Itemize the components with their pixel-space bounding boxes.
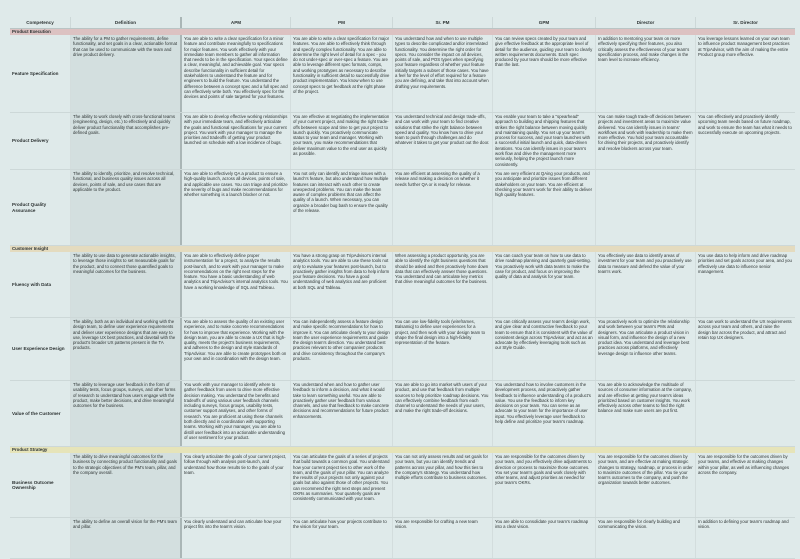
level-cell-gpm: You can review specs created by your team and give effective feedback at the appropriate level of detail for the audience, guiding your team to clearly written requirements documents. Each spec produced by your team should be more effective than the last. <box>492 35 595 112</box>
level-cell-pm: You are effective at negotiating the implementation of your current project, and making the right trade-offs between scope and time to get your project to launch quickly. You proactively communicate status to your team and manager. Working with your team, you make recommendations that deliver maximum value to the end user as quickly as possible. <box>290 113 392 169</box>
competency-label: Product Quality Assurance <box>12 202 47 213</box>
level-cell-sr-pm: You understand technical and design trade-offs, and can work with your team to find creative solutions that strike the right balance between speed and quality. You know how to drive your team to push through challenges and do whatever it takes to get your product out the door. <box>392 113 492 169</box>
level-cell-sr-pm: You can use low-fidelity tools (wireframes, Balsamiq) to define user experiences for a project, and then work with your design team to shape the final design into a high-fidelity representation of the feature. <box>392 318 492 380</box>
competency-label: User Experience Design <box>12 346 65 352</box>
column-header-apm[interactable]: APM <box>180 17 290 28</box>
level-cell-sr-pm: You understand how and when to use multiple types to describe complicated and/or interrelated functionality. You determine the right order for specs. You consider the impact on all devices, points of sale, and POS types when specifying your feature regardless of whether your feature initially targets a subset of those cases. You have a feel for the level of effort required for a feature you are defining, and take that into account when drafting your requirements. <box>392 35 492 112</box>
level-cell-apm: You clearly understand and can articulate how your project fits into the team's vision. <box>180 518 290 558</box>
level-cell-director: In addition to mentoring your team on more effectively specifying their features, you also critically assess the effectiveness of your team's specification process, and make changes in the team level to increase efficiency. <box>595 35 695 112</box>
level-cell-pm: You have a strong grasp on TripAdvisor's internal analytics tools. You are able to use these tools not only to evaluate your features post-launch, but to proactively gather insights from data to help inform your feature decisions. You have a good understanding of web analytics and are proficient at both SQL and Tableau. <box>290 252 392 317</box>
level-cell-sr-director: You can work to understand the UX requirements across your team and others, and raise the design bar across the product, and attract and retain top UX designers. <box>695 318 795 380</box>
level-cell-gpm: You understand how to involve customers in the development process, and proactively gather feedback to influence understanding of a product's value. You use the feedback to inform key decisions on your team. You can serve as an advocate to your team for the importance of user input. You effectively leverage user feedback to help define and prioritize your team's roadmap. <box>492 381 595 446</box>
definition-cell: The ability, both as an individual and working with the design team, to define user experience requirements and deliver user experience designs that are easy to use, leverage UX best practices, and dovetail with the product's broader UX patterns present in the TA products. <box>70 318 180 380</box>
column-header-sr-director[interactable]: Sr. Director <box>695 17 795 28</box>
competency-label: Product Delivery <box>12 138 49 144</box>
level-cell-sr-director <box>695 381 795 446</box>
competency-label: Value of the Customer <box>12 410 61 416</box>
level-cell-sr-director: You leverage lessons learned on your own team to influence product management best practices at TripAdvisor, with the aim of making the entire Product group more effective. <box>695 35 795 112</box>
level-cell-director: You effectively use data to identify areas of investment for your team and you proactively use data to measure and defend the value of your team's work. <box>595 252 695 317</box>
column-header-pm[interactable]: PM <box>290 17 392 28</box>
level-cell-sr-pm: When assessing a product opportunity, you are able to identify the right business questions that should be asked and then proactively hone down data that can effectively answer those questions. You understand and can articulate key metrics that drive meaningful outcomes for the business. <box>392 252 492 317</box>
level-cell-gpm: You enable your team to take a "spearhead" approach to building and shipping features that strikes the right balance between moving quickly and maintaining quality. You set up your team's process for success, and your team launches with a successful initial launch and quick, data-driven iterations. You can identify issues in your team's work flow and drive the management more seriously, helping the project launch more consistently. <box>492 113 595 169</box>
table-row <box>10 35 795 113</box>
competency-label: Business Outcome Ownership <box>12 479 54 490</box>
level-cell-director: You are responsible for clearly building and communicating the vision. <box>595 518 695 558</box>
level-cell-apm: You work with your manager to identify where to gather feedback from users to drive more effective decision making. You understand the benefits and tradeoffs of using various user feedback channels including surveys, focus groups, usability tests, customer support analyses, and other forms of research. You are proficient at using these channels both directly and in coordination with supporting teams. Working with your manager, you are able to distill user feedback into an actionable understanding of user sentiment for your product. <box>180 381 290 446</box>
level-cell-pm: You can independently assess a feature design and make specific recommendations for how to improve it. You can articulate clearly to your design team the user experience requirements and guide the design team's direction. You understand best practices relevant to other companies' products and drive consistency throughout the company's products. <box>290 318 392 380</box>
table-row <box>10 113 795 170</box>
level-cell-apm: You are able to effectively define proper instrumentation for a project, to analyze the results post-launch, and to work with your manager to make recommendations on the right next steps for the feature. You have a basic understanding of web analytics and TripAdvisor's internal analytics tools. You have a working knowledge of SQL and Tableau. <box>180 252 290 317</box>
level-cell-director: You are responsible for the outcomes driven by your team, and are effective at making strategic changes to strategy, roadmap, or process in order to maximize outcomes of the pillar. You tie your team's outcomes to the company, and push the organization towards better outcomes. <box>595 453 695 517</box>
level-cell-apm: You are able to assess the quality of an existing user experience, and to make concrete recommendations for how to improve that experience. Working with the design team, you are able to create a UX that is high-quality, meets the project's business requirements, and adheres to the design and style standards of TripAdvisor. You are able to create prototypes both on your own and in coordination with the design team. <box>180 318 290 380</box>
level-cell-gpm: You are responsible for the outcomes driven by your team, and you effectively drive adjustments to direction or process to maximize those outcomes. You set your team's goals and work closely with other teams, and adjust priorities as needed for your team's OKRs. <box>492 453 595 517</box>
table-row <box>10 518 795 559</box>
column-header-sr-pm[interactable]: Sr. PM <box>392 17 492 28</box>
level-cell-sr-director: In addition to defining your team's roadmap and vision. <box>695 518 795 558</box>
level-cell-sr-pm: You are responsible for crafting a new team vision. <box>392 518 492 558</box>
definition-cell: The ability to leverage user feedback in the form of usability tests, focus groups, surveys, and other forms of research to understand how users engage with the product, make better decisions, and drive meaningful outcomes for the business. <box>70 381 180 446</box>
section-header: Customer Insight <box>10 246 795 252</box>
level-cell-gpm: You are very efficient at QAing your products, and you anticipate and prioritize issues from different stakeholders on your team. You are efficient at checking your team's work for their ability to deliver high quality features. <box>492 170 595 245</box>
level-cell-director <box>595 170 695 245</box>
level-cell-sr-director: You are responsible for the outcomes driven by your teams, and effective at making changes within your pillar, as well as influencing changes across the company. <box>695 453 795 517</box>
column-header-gpm[interactable]: GPM <box>492 17 595 28</box>
table-row <box>10 453 795 518</box>
level-cell-gpm: You are able to consolidate your team's roadmap into a clear vision. <box>492 518 595 558</box>
level-cell-sr-director <box>695 170 795 245</box>
level-cell-sr-director: You use data to help inform and drive roadmap priorities and set goals across your area, and you effectively use data to influence senior management. <box>695 252 795 317</box>
level-cell-apm: You clearly articulate the goals of your current project, follow through with analysis post-launch, and understand how those results tie to the goals of your team. <box>180 453 290 517</box>
level-cell-pm: You understand when and how to gather user feedback to inform a decision, and what it would take to learn something useful. You are able to proactively gather user feedback from various channels, and use that feedback to make concrete decisions and recommendations for future product enhancements. <box>290 381 392 446</box>
table-row <box>10 170 795 246</box>
level-cell-director: You proactively work to optimize the relationship and work between your team's PMs and designers. You can articulate a product vision in visual form, and influence the design of a new product idea. You understand and leverage best practices across platforms, and effectively leverage design to influence other teams. <box>595 318 695 380</box>
level-cell-pm: You are able to write a clear specification for major features. You are able to effectively think through and specify complex functionality. You are able to determine the right level of detail for a spec - you do not under-spec or over-spec a feature. You are able to leverage different spec formats, comps, and working prototypes as necessary to describe functionality in sufficient detail to successfully drive product implementation. You know when to use concept specs to get feedback at the right phase of the project. <box>290 35 392 112</box>
competency-matrix-table <box>10 17 795 559</box>
header-row <box>10 17 795 29</box>
level-cell-pm: You can articulate the goals of a series of projects that build towards a common goal. You understand how your current project ties to other work of the team, and the goals of your pillar. You can analyze the results of your projects not only against your goals but also against those of other projects. You can recommend the right next steps and present OKRs as summaries. Your quarterly goals are consistently communicated with your team. <box>290 453 392 517</box>
table-row <box>10 318 795 381</box>
competency-label: Fluency with Data <box>12 281 52 287</box>
level-cell-pm: You can articulate how your projects contribute to the vision for your team. <box>290 518 392 558</box>
level-cell-sr-pm: You are able to go into market with users of your product, and use that feedback from multiple sources to help prioritize roadmap decisions. You can effectively combine feedback from each channel to understand the needs of your users, and make the right trade-off decisions. <box>392 381 492 446</box>
level-cell-pm: You not only can identify and triage issues with a launch's feature, but also understand how multiple features can interact with each other to create unexpected problems. You can make the team aware of complex problems that can affect the quality of a launch. When necessary, you can organize a broader bug bash to ensure the quality of the release. <box>290 170 392 245</box>
level-cell-sr-pm: You can not only assess results and set goals for your team, but you can identify trends and patterns across your pillar, and how this ties to the company's strategy. You understand how multiple efforts contribute to business outcomes. <box>392 453 492 517</box>
competency-label: Feature Specification <box>12 70 59 76</box>
definition-cell: The ability to drive meaningful outcomes for the business by connecting product functionality and goals to the strategic objectives of the PM's team, pillar, and the company overall. <box>70 453 180 517</box>
definition-cell: The ability to use data to generate actionable insights, to leverage those insights to set measurable goals for the product, and to connect those quantified goals to meaningful outcomes for the business. <box>70 252 180 317</box>
definition-cell: The ability for a PM to gather requirements, define functionality, and set goals in a clear, actionable format that can be used to communicate with the team and drive product delivery. <box>70 35 180 112</box>
section-header: Product Strategy <box>10 447 795 453</box>
level-cell-apm: You are able to write a clear specification for a minor feature and contribute meaningfully to specifications for major features. You work effectively with your immediate team members to gather all information that needs to be in the specification. Your specs define a clear, meaningful, and achievable goal. Your specs describe functionality in sufficient detail for stakeholders to understand the feature and for engineers to build the feature. You understand the difference between a concept spec and a full spec and can effectively write both. You effectively spec for the devices and points of sale targeted for your features. <box>180 35 290 112</box>
level-cell-sr-pm: You are efficient at assessing the quality of a release and making a decision on whether it needs further QA or is ready for release. <box>392 170 492 245</box>
table-row <box>10 252 795 318</box>
column-header-definition[interactable]: Definition <box>70 17 180 28</box>
level-cell-sr-director: You can effectively and proactively identify upcoming team needs based on future roadmap, and work to ensure the team has what it needs to successfully execute on upcoming projects. <box>695 113 795 169</box>
table-body <box>10 29 795 559</box>
table-row <box>10 381 795 447</box>
definition-cell: The ability to define an overall vision for the PM's team and pillar. <box>70 518 180 558</box>
definition-cell: The ability to identify, prioritize, and resolve technical, functional, and business quality issues across all devices, points of sale, and use cases that are applicable to the product. <box>70 170 180 245</box>
column-header-director[interactable]: Director <box>595 17 695 28</box>
level-cell-apm: You are able to develop effective working relationships with your immediate team, and effectively articulate the goals and functional specifications for your current project. You work with your manager to manage the priorities and tradeoffs of getting your product launched on schedule with a low incidence of bugs. <box>180 113 290 169</box>
level-cell-apm: You are able to effectively QA a product to ensure a high-quality launch, across all devices, points of sale, and applicable use cases. You can triage and prioritize the severity of bugs and make recommendations for whether something is a launch blocker or not. <box>180 170 290 245</box>
competency-label <box>10 518 70 558</box>
level-cell-gpm: You can critically assess your team's design work, and give clear and constructive feedback to your team to ensure that it is consistent with the value of consistent design across TripAdvisor, and act as an advocate by effectively leveraging tools such as our Style Guide. <box>492 318 595 380</box>
level-cell-director: You can make tough trade-off decisions between projects and investment areas to maximize value delivered. You can identify issues in teams' workflows and work with leadership to make them more effective. You hold your team accountable for driving their projects, and proactively identify and resolve blockers across your team. <box>595 113 695 169</box>
level-cell-director: You are able to acknowledge the multitude of sources of consumer information at the company, and are effective at getting your team's ideas prioritized based on customer insights. You work effectively across other teams to find the right balance and make sure users are put first. <box>595 381 695 446</box>
level-cell-gpm: You can coach your team on how to use data to drive roadmap planning and quarterly goal-setting. You proactively work with data teams to make the case for product, and focus on improving the quality of data and analysis for your team. <box>492 252 595 317</box>
definition-cell: The ability to work closely with cross-functional teams (engineering, design, etc.) to effectively and quickly deliver product functionality that accomplishes pre-defined goals. <box>70 113 180 169</box>
column-header-competency[interactable]: Competency <box>26 20 54 25</box>
section-header: Product Execution <box>10 29 795 35</box>
